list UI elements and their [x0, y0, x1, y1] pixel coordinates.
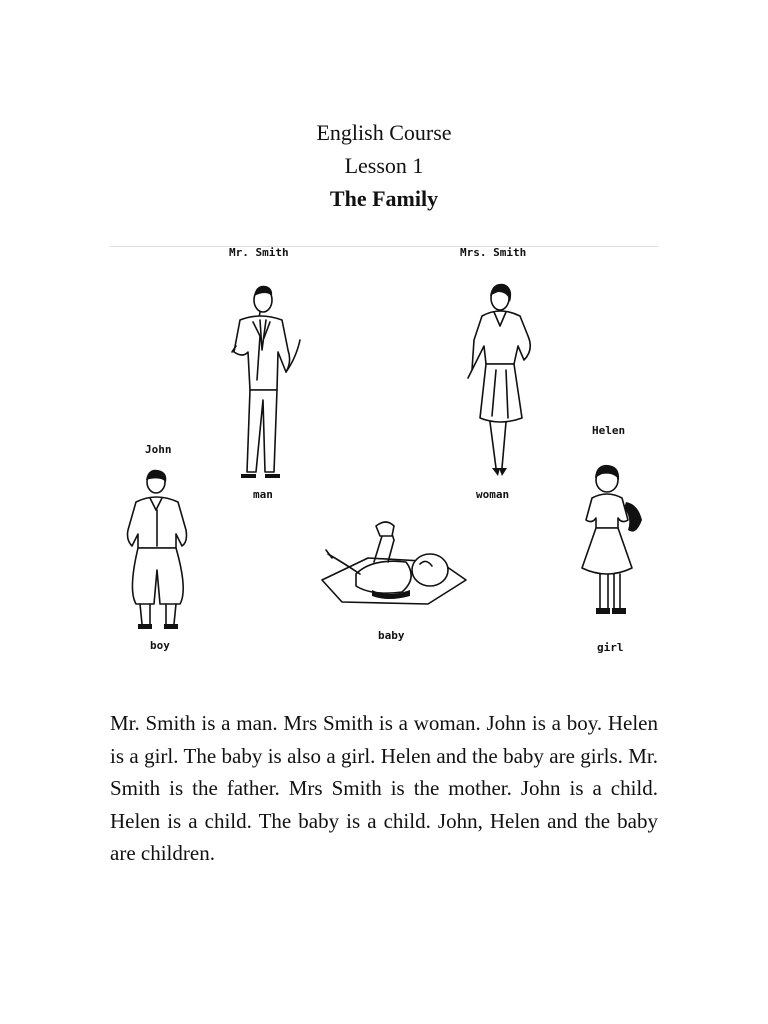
label-helen: Helen	[592, 424, 626, 437]
label-john: John	[145, 443, 172, 456]
label-woman: woman	[476, 488, 510, 501]
label-man: man	[253, 488, 273, 501]
course-title: English Course	[316, 120, 452, 145]
label-girl: girl	[597, 641, 624, 654]
woman-figure	[468, 284, 530, 476]
label-boy: boy	[150, 639, 170, 652]
lesson-title: The Family	[329, 186, 439, 211]
girl-figure	[582, 465, 642, 614]
lesson-header	[0, 116, 768, 215]
label-baby: baby	[378, 629, 405, 642]
baby-figure	[322, 522, 466, 604]
boy-figure	[128, 470, 187, 629]
lesson-number: Lesson 1	[344, 153, 424, 178]
label-mrs-smith: Mrs. Smith	[460, 246, 527, 259]
family-illustration	[110, 240, 658, 660]
lesson-paragraph: Mr. Smith is a man. Mrs Smith is a woman. John is a boy. Helen is a girl. The baby is also a girl. Helen and the baby are girls. Mr. Smith is the father. Mrs Smith is the mother. John is a child. Helen is a child. The baby is a child. John, Helen and the baby are children.	[110, 711, 658, 865]
man-figure	[232, 286, 300, 478]
family-figure	[110, 240, 658, 660]
label-mr-smith: Mr. Smith	[229, 246, 289, 259]
